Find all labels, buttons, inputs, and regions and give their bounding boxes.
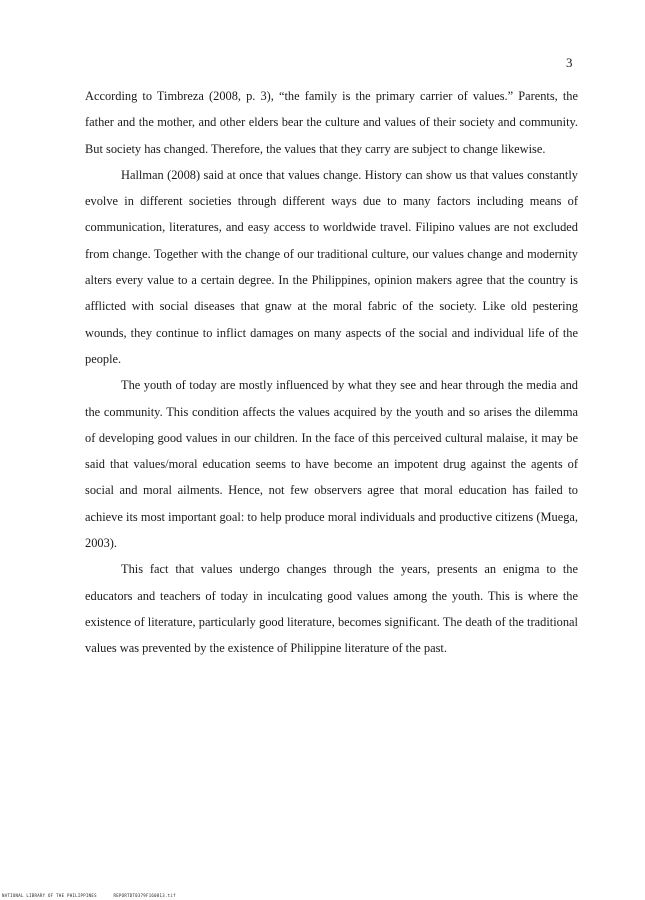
paragraph-1: According to Timbreza (2008, p. 3), “the family is the primary carrier of values.” Parents, the father and the mother, and other elders bear the culture and values of their society and community. But society has changed. Therefore, the values that they carry are subject to change likewise. [85,89,578,156]
paragraph-3: The youth of today are mostly influenced by what they see and hear through the media and the community. This condition affects the values acquired by the youth and so arises the dilemma of developing good values in our children. In the face of this perceived cultural malaise, it may be said that values/moral education seems to have become an impotent drug against the agents of social and moral ailments. Hence, not few observers agree that moral education has failed to achieve its most important goal: to help produce moral individuals and productive citizens (Muega, 2003). [85,378,578,551]
footer-library: NATIONAL LIBRARY OF THE PHILIPPINES [2,893,97,898]
paragraph-4: This fact that values undergo changes through the years, presents an enigma to the educators and teachers of today in inculcating good values among the youth. This is where the existence of literature, particularly good literature, becomes significant. The death of the traditional values was prevented by the existence of Philippine literature of the past. [85,562,578,656]
footer-code: REPORTDT0379F160813.tif [113,893,176,898]
paragraph-2: Hallman (2008) said at once that values change. History can show us that values constantly evolve in different societies through different ways due to many factors including means of communication, literatures, and easy access to worldwide travel. Filipino values are not excluded from change. Together with the change of our traditional culture, our values change and modernity alters every value to a certain degree. In the Philippines, opinion makers agree that the country is afflicted with social diseases that gnaw at the moral fabric of the society. Like old pestering wounds, they continue to inflict damages on many aspects of the social and individual life of the people. [85,167,578,366]
body-text [85,83,578,662]
scan-footer [2,893,176,898]
page-number: 3 [566,55,573,70]
